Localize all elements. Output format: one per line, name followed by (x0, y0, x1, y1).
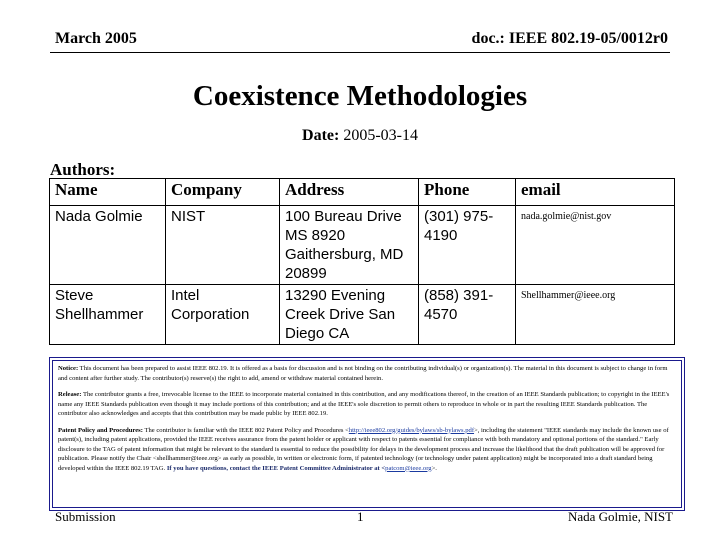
col-email: email (516, 179, 675, 206)
slide-title: Coexistence Methodologies (192, 80, 528, 112)
date-line (0, 127, 720, 145)
header-doc-id: doc.: IEEE 802.19-05/0012r0 (471, 30, 668, 47)
footer-submission: Submission (55, 509, 116, 524)
cell-phone: (301) 975-4190 (419, 206, 516, 285)
col-name: Name (50, 179, 166, 206)
authors-table (49, 178, 675, 345)
cell-address: 13290 Evening Creek Drive San Diego CA (280, 285, 419, 345)
col-address: Address (280, 179, 419, 206)
cell-company: Intel Corporation (166, 285, 280, 345)
cell-address: 100 Bureau Drive MS 8920 Gaithersburg, MD 20899 (280, 206, 419, 285)
patent-label: Patent Policy and Procedures: (58, 426, 143, 434)
notice-text: This document has been prepared to assist IEEE 802.19. It is offered as a basis for discussion and is not binding on the contributing individual(s) or organization(s). The material in this document is subject to change in form and content after further study. The contributor(s) reserve(s) the right to add, amend or withdraw material contained herein. (58, 365, 668, 382)
patent-contact: If you have questions, contact the IEEE Patent Committee Administrator at < (166, 464, 386, 472)
release-paragraph (58, 390, 676, 419)
footer-page-number: 1 (357, 509, 364, 524)
table-row (50, 285, 675, 345)
notice-paragraph (58, 364, 676, 383)
patent-text-cont: >, including the statement "IEEE standards may include the known use of patent(s), including patent applications, provided the IEEE receives assurance from the patent holder or applicant with respect to patents essential for compliance with both mandatory and optional portions of the standard." Early disclosure to the TAG of patent information that might be relevant to the standard is essential to reduce the possibility for delays in the development process and increase the likelihood that the draft publication will be approved for publication. Please notify the Chair <shellhammer@ieee.org> as early as possible, in written or electronic form, if patented technology (or technology under patent application) might be incorporated into a draft standard being developed within the IEEE 802.19 TAG. (58, 426, 669, 472)
table-row (50, 206, 675, 285)
col-company: Company (166, 179, 280, 206)
col-phone: Phone (419, 179, 516, 206)
header-date: March 2005 (55, 30, 137, 47)
footer-author: Nada Golmie, NIST (567, 509, 673, 524)
cell-email: Shellhammer@ieee.org (516, 285, 675, 345)
cell-name: Nada Golmie (50, 206, 166, 285)
notice-box (49, 357, 685, 511)
patent-end: >. (431, 464, 437, 472)
patent-policy-link[interactable]: http://ieee802.org/guides/bylaws/sb-bylaws.pdf (348, 426, 475, 434)
notice-label: Notice: (58, 365, 79, 372)
date-value: 2005-03-14 (343, 127, 418, 144)
cell-name: Steve Shellhammer (50, 285, 166, 345)
release-label: Release: (58, 391, 82, 398)
authors-label: Authors: (50, 160, 116, 179)
date-label: Date: (302, 127, 340, 144)
cell-company: NIST (166, 206, 280, 285)
cell-email: nada.golmie@nist.gov (516, 206, 675, 285)
header-divider (50, 52, 670, 53)
patcom-email-link[interactable]: patcom@ieee.org (385, 464, 432, 472)
patent-paragraph (58, 426, 676, 474)
cell-phone: (858) 391-4570 (419, 285, 516, 345)
patent-text: The contributor is familiar with the IEEE 802 Patent Policy and Procedures < (142, 426, 349, 434)
release-text: The contributor grants a free, irrevocable license to the IEEE to incorporate material contained in this contribution, and any modifications thereof, in the creation of an IEEE Standards publication; to copyright in the IEEE's name any IEEE Standards publication even though it may include portions of this contribution; and at the IEEE's sole discretion to permit others to reproduce in whole or in part the resulting IEEE Standards publication. The contributor also acknowledges and accepts that this contribution may be made public by IEEE 802.19. (58, 391, 670, 417)
